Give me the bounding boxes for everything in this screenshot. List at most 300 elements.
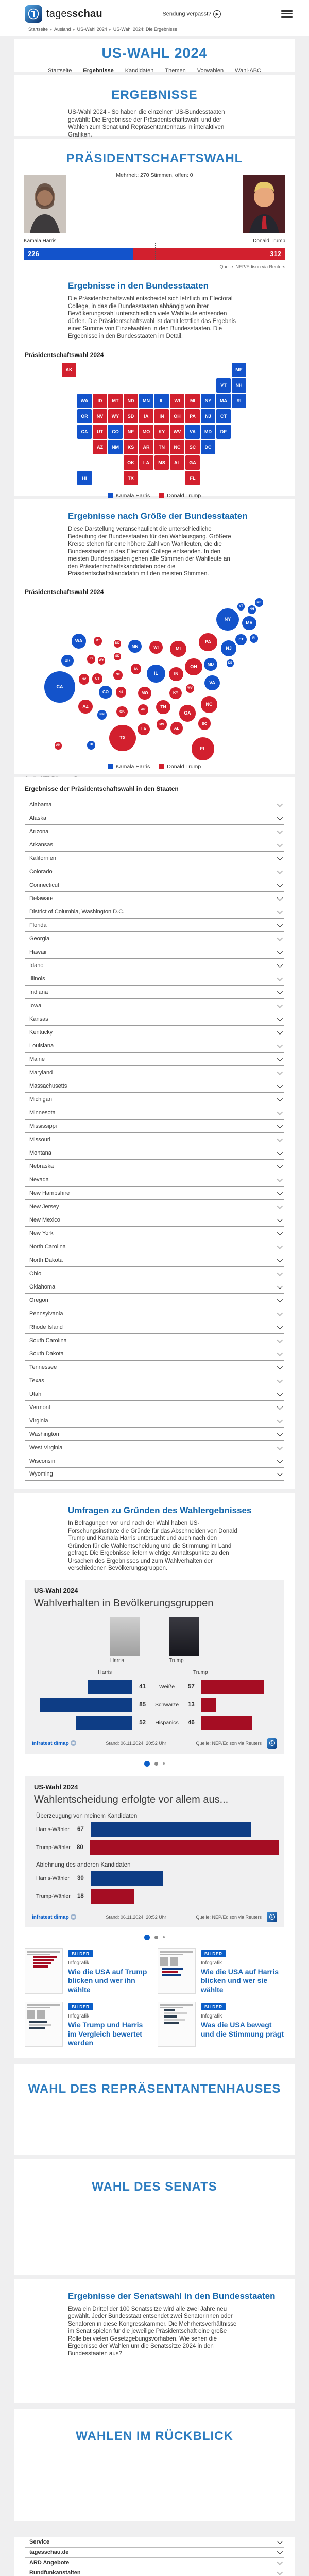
chevron-down-icon (277, 908, 283, 913)
state-tile-KS[interactable]: KS (124, 440, 138, 454)
state-tile-AZ[interactable]: AZ (93, 440, 107, 454)
state-tile-TX[interactable]: TX (124, 471, 138, 485)
state-name: Iowa (29, 1003, 41, 1009)
state-bubble-OH[interactable]: OH (185, 658, 202, 676)
bubble-card (14, 499, 295, 774)
state-name: Maine (29, 1056, 45, 1062)
footer-accordion-row[interactable] (25, 2557, 284, 2568)
thumb-bar (164, 2019, 185, 2021)
chevron-down-icon (277, 1457, 283, 1463)
chevron-down-icon (277, 921, 283, 927)
state-accordion-row[interactable] (25, 1347, 284, 1360)
dot-active-2[interactable] (144, 1935, 150, 1940)
teaser-body (68, 1948, 151, 1995)
stand-label-2: Stand: 06.11.2024, 20:52 Uhr (76, 1914, 196, 1920)
tab-ergebnisse[interactable]: Ergebnisse (83, 67, 113, 79)
state-bubble-IN[interactable]: IN (169, 667, 183, 681)
state-bubble-NY[interactable]: NY (216, 608, 238, 631)
state-name: West Virginia (29, 1445, 62, 1451)
widget1-title: Wahlverhalten in Bevölkerungsgruppen (34, 1598, 279, 1609)
state-bubble-KS[interactable]: KS (116, 687, 126, 697)
state-accordion-row[interactable] (25, 1199, 284, 1213)
state-bubble-TX[interactable]: TX (109, 725, 136, 752)
state-tile-WY[interactable]: WY (108, 409, 123, 423)
chevron-down-icon (277, 1417, 283, 1422)
state-accordion-row[interactable] (25, 824, 284, 838)
state-tile-OK[interactable]: OK (124, 455, 138, 470)
state-bubble-NC[interactable]: NC (201, 696, 218, 713)
state-bubble-VA[interactable]: VA (204, 675, 220, 691)
chevron-down-icon (277, 961, 283, 967)
trump-bar-cell (201, 1680, 279, 1694)
state-bubble-NE[interactable]: NE (113, 670, 123, 680)
state-accordion-row[interactable] (25, 1065, 284, 1079)
state-bubble-UT[interactable]: UT (92, 673, 102, 684)
dot-active[interactable] (144, 1761, 150, 1767)
voter-value: 80 (77, 1844, 90, 1851)
state-tile-VA[interactable]: VA (185, 425, 200, 439)
state-accordion-row[interactable] (25, 1025, 284, 1039)
state-bubble-DE[interactable]: DE (227, 659, 234, 667)
state-bubble-KY[interactable]: KY (169, 687, 181, 699)
teaser-body (201, 1948, 284, 1995)
state-bubble-MT[interactable]: MT (94, 637, 102, 645)
state-bubble-MS[interactable]: MS (157, 719, 167, 730)
state-bubble-NH[interactable]: NH (248, 605, 256, 614)
trump-widget-photo (169, 1617, 199, 1656)
state-bubble-MO[interactable]: MO (138, 687, 151, 700)
state-accordion-row[interactable] (25, 1454, 284, 1467)
state-name: New York (29, 1230, 53, 1236)
state-bubble-MI[interactable]: MI (170, 641, 186, 657)
chevron-down-icon (277, 1296, 283, 1302)
footer-accordion (25, 2537, 284, 2576)
tab-vorwahlen[interactable]: Vorwahlen (197, 67, 224, 79)
state-name: Louisiana (29, 1043, 54, 1049)
state-name: Montana (29, 1150, 52, 1156)
state-tile-WI[interactable]: WI (170, 394, 184, 408)
dot-3b[interactable] (163, 1936, 165, 1938)
state-accordion-row[interactable] (25, 1253, 284, 1266)
state-tile-MD[interactable]: MD (201, 425, 215, 439)
state-tile-LA[interactable]: LA (139, 455, 153, 470)
state-tile-NY[interactable]: NY (201, 394, 215, 408)
state-accordion-row[interactable] (25, 878, 284, 891)
thumb-bar (164, 2015, 177, 2018)
chevron-down-icon (277, 1283, 283, 1289)
thumb-bar (29, 2027, 45, 2029)
senate-title: WAHL DES SENATS (14, 2159, 295, 2194)
chevron-down-icon (277, 1444, 283, 1449)
state-accordion-row[interactable] (25, 998, 284, 1012)
chevron-down-icon (277, 1350, 283, 1355)
state-name: Maryland (29, 1070, 53, 1076)
state-bubble-NJ[interactable]: NJ (221, 640, 237, 656)
chevron-down-icon (277, 1189, 283, 1195)
senate-results-text: Etwa ein Drittel der 100 Senatssitze wird alle zwei Jahre neu gewählt. Jeder Bundesstaat entsendet zwei Senatorinnen oder Senatoren in diese Kongresskammer. Die Mehrheitsverhältnisse im Senat spielen für die jeweilige Präsidentschaft eine große Rolle bei vielen Gesetzgebungsvorhaben. Wie sehen die Ergebnisse der Wahlen um die Senatssitze 2024 in den Bundesstaaten aus? (68, 2306, 241, 2358)
state-accordion-row[interactable] (25, 1266, 284, 1280)
trump-value: 57 (188, 1684, 201, 1690)
state-bubble-AL[interactable]: AL (170, 722, 183, 735)
states-heading: Ergebnisse in den Bundesstaaten (68, 281, 295, 291)
thumb-bar (33, 1959, 54, 1961)
house-card (14, 2064, 295, 2155)
state-tile-NC[interactable]: NC (170, 440, 184, 454)
state-tile-ID[interactable]: ID (93, 394, 107, 408)
state-accordion-row[interactable] (25, 1467, 284, 1481)
trump-bar (201, 1680, 264, 1694)
state-name: Colorado (29, 869, 53, 875)
state-accordion-row[interactable] (25, 1360, 284, 1374)
state-name: Idaho (29, 962, 44, 969)
state-accordion-row[interactable] (25, 1414, 284, 1427)
senate-results-card (14, 2279, 295, 2403)
state-tile-IN[interactable]: IN (154, 409, 169, 423)
state-tile-IL[interactable]: IL (154, 394, 169, 408)
thumb-bar (164, 2009, 175, 2011)
state-bubble-NV[interactable]: NV (79, 674, 89, 684)
state-bubble-MA[interactable]: MA (242, 616, 256, 630)
breadcrumb-item[interactable]: US-Wahl 2024: Die Ergebnisse (113, 27, 177, 32)
chevron-down-icon (277, 1269, 283, 1275)
state-accordion-row[interactable] (25, 985, 284, 998)
menu-icon[interactable] (281, 10, 293, 18)
state-tile-TN[interactable]: TN (154, 440, 169, 454)
breadcrumb-item[interactable]: Ausland (54, 27, 71, 32)
carousel-dots-2[interactable] (14, 1935, 295, 1940)
state-tile-DE[interactable]: DE (216, 425, 231, 439)
state-accordion-row[interactable] (25, 1427, 284, 1440)
state-bubble-ME[interactable]: ME (255, 598, 263, 606)
state-tile-NH[interactable]: NH (232, 378, 246, 393)
state-bubble-PA[interactable]: PA (199, 633, 217, 652)
state-name: South Carolina (29, 1337, 67, 1344)
state-bubble-HI[interactable]: HI (87, 741, 95, 749)
state-accordion-row[interactable] (25, 798, 284, 811)
state-tile-MO[interactable]: MO (139, 425, 153, 439)
state-tile-CA[interactable]: CA (77, 425, 92, 439)
dot-2b[interactable] (154, 1936, 158, 1939)
state-tile-FL[interactable]: FL (185, 471, 200, 485)
state-tile-WA[interactable]: WA (77, 394, 92, 408)
state-tile-HI[interactable]: HI (77, 471, 92, 485)
chevron-down-icon (277, 1403, 283, 1409)
state-bubble-CO[interactable]: CO (99, 686, 112, 699)
state-accordion-row[interactable] (25, 1240, 284, 1253)
state-bubble-ID[interactable]: ID (87, 655, 95, 663)
state-bubble-AZ[interactable]: AZ (78, 700, 92, 714)
chevron-down-icon (277, 1082, 283, 1088)
state-tile-WV[interactable]: WV (170, 425, 184, 439)
footer-accordion-row[interactable] (25, 2547, 284, 2557)
group-label: Hispanics (146, 1720, 188, 1726)
teaser-card[interactable] (158, 2002, 284, 2048)
state-accordion-row[interactable] (25, 1012, 284, 1025)
chevron-down-icon (277, 1310, 283, 1315)
tab-kandidaten[interactable]: Kandidaten (125, 67, 154, 79)
state-tile-MI[interactable]: MI (185, 394, 200, 408)
state-tile-CT[interactable]: CT (216, 409, 231, 423)
state-accordion-row[interactable] (25, 1374, 284, 1387)
state-accordion-row[interactable] (25, 1106, 284, 1119)
carousel-dots[interactable] (14, 1761, 295, 1767)
candidates-row (24, 171, 285, 237)
state-tile-VT[interactable]: VT (216, 378, 231, 393)
state-accordion-row[interactable] (25, 1092, 284, 1106)
legend-item: Kamala Harris (108, 493, 150, 499)
state-name: Indiana (29, 989, 48, 995)
state-accordion-row[interactable] (25, 1387, 284, 1400)
state-accordion-row[interactable] (25, 905, 284, 918)
state-bubble-WA[interactable]: WA (72, 634, 86, 648)
state-tile-GA[interactable]: GA (185, 455, 200, 470)
chevron-down-icon (277, 1122, 283, 1128)
chevron-down-icon (277, 1176, 283, 1181)
state-bubble-ND[interactable]: ND (114, 640, 121, 647)
chevron-down-icon (277, 1109, 283, 1114)
state-accordion-row[interactable] (25, 1159, 284, 1173)
state-bubble-OK[interactable]: OK (116, 706, 128, 718)
state-accordion-row[interactable] (25, 958, 284, 972)
state-tile-NJ[interactable]: NJ (201, 409, 215, 423)
state-name: Arizona (29, 828, 48, 835)
thumb-bar (162, 1968, 183, 1970)
bubble-legend (14, 764, 295, 770)
state-bubble-FL[interactable]: FL (192, 737, 215, 760)
title-card (14, 39, 295, 72)
chevron-down-icon (277, 1229, 283, 1235)
breadcrumb-item[interactable]: US-Wahl 2024 (77, 27, 107, 32)
bilder-badge: BILDER (68, 2003, 93, 2010)
state-bubble-MD[interactable]: MD (204, 658, 217, 671)
sendung-verpasst-link[interactable]: Sendung verpasst? ▶ (102, 10, 281, 18)
thumb-bar (33, 1956, 57, 1958)
state-accordion-row[interactable] (25, 1119, 284, 1132)
teaser-kicker: Infografik (201, 2013, 284, 2019)
footer-accordion-label: Service (29, 2539, 49, 2545)
state-tile-MT[interactable]: MT (108, 394, 123, 408)
state-accordion-row[interactable] (25, 811, 284, 824)
state-tile-SC[interactable]: SC (185, 440, 200, 454)
presidential-title: PRÄSIDENTSCHAFTSWAHL (14, 139, 295, 166)
chevron-down-icon (277, 1363, 283, 1369)
widget1-footer (30, 1738, 279, 1749)
harris-bar-cell (30, 1680, 132, 1694)
chevron-down-icon (277, 881, 283, 887)
state-tile-MN[interactable]: MN (139, 394, 153, 408)
thumb-bar (164, 2012, 187, 2014)
state-bubble-AK[interactable]: AK (55, 742, 62, 749)
chevron-down-icon (277, 1055, 283, 1061)
state-accordion-row[interactable] (25, 1333, 284, 1347)
state-tile-IA[interactable]: IA (139, 409, 153, 423)
brand-text: tagesschau (46, 8, 102, 20)
state-accordion-row[interactable] (25, 891, 284, 905)
state-bubble-GA[interactable]: GA (179, 705, 196, 722)
state-bubble-OR[interactable]: OR (61, 655, 73, 667)
state-accordion-row[interactable] (25, 1039, 284, 1052)
state-name: Georgia (29, 936, 49, 942)
trump-value: 13 (188, 1702, 201, 1708)
state-tile-KY[interactable]: KY (154, 425, 169, 439)
dot-3[interactable] (163, 1762, 165, 1765)
harris-widget-photo (110, 1617, 140, 1656)
state-bubble-VT[interactable]: VT (237, 603, 245, 610)
legend-swatch (108, 764, 113, 769)
state-bubble-AR[interactable]: AR (138, 704, 148, 715)
state-accordion-row[interactable] (25, 918, 284, 931)
state-bubble-SC[interactable]: SC (198, 717, 211, 730)
state-tile-NV[interactable]: NV (93, 409, 107, 423)
state-name: New Hampshire (29, 1190, 70, 1196)
state-accordion-row[interactable] (25, 1280, 284, 1293)
state-bubble-SD[interactable]: SD (114, 653, 121, 660)
state-accordion-row[interactable] (25, 1307, 284, 1320)
chevron-down-icon (277, 894, 283, 900)
state-tile-NE[interactable]: NE (124, 425, 138, 439)
state-tile-RI[interactable]: RI (232, 394, 246, 408)
state-accordion-row[interactable] (25, 1052, 284, 1065)
teaser-body (68, 2002, 151, 2048)
voter-value: 30 (77, 1875, 91, 1882)
trump-thumb-wrap (169, 1617, 199, 1664)
decision-row (30, 1822, 279, 1837)
state-accordion-row[interactable] (25, 1293, 284, 1307)
state-bubble-LA[interactable]: LA (138, 723, 149, 735)
state-accordion-row[interactable] (25, 945, 284, 958)
state-tile-MS[interactable]: MS (154, 455, 169, 470)
footer-accordion-row[interactable] (25, 2537, 284, 2547)
legend-item: Donald Trump (159, 764, 201, 770)
state-bubble-WV[interactable]: WV (186, 684, 194, 692)
teaser-card[interactable] (25, 2002, 151, 2048)
state-name: Tennessee (29, 1364, 57, 1370)
ard-logo-icon: 1 (267, 1738, 277, 1749)
teaser-kicker: Infografik (201, 1960, 284, 1966)
state-name: Illinois (29, 976, 45, 982)
state-bubble-CA[interactable]: CA (44, 671, 75, 702)
state-accordion-row[interactable] (25, 1400, 284, 1414)
teaser-title[interactable]: Wie Trump und Harris im Vergleich bewertet werden (68, 2021, 151, 2048)
footer-accordion-label: ARD Angebote (29, 2560, 69, 2566)
state-bubble-NM[interactable]: NM (97, 710, 107, 719)
state-tile-ME[interactable]: ME (232, 363, 246, 377)
state-tile-OR[interactable]: OR (77, 409, 92, 423)
tagesschau-logo[interactable] (25, 5, 102, 23)
voter-bar (91, 1871, 163, 1886)
teaser-card[interactable] (25, 1948, 151, 1995)
chevron-down-icon (277, 2569, 283, 2574)
state-tile-DC[interactable]: DC (201, 440, 215, 454)
state-accordion-row[interactable] (25, 1213, 284, 1226)
state-name: North Carolina (29, 1244, 66, 1250)
teaser-title[interactable]: Was die USA bewegt und die Stimmung prägt (201, 2021, 284, 2039)
state-bubble-IL[interactable]: IL (147, 665, 165, 683)
tab-wahl-abc[interactable]: Wahl-ABC (235, 67, 261, 79)
voter-value: 18 (77, 1893, 91, 1900)
breadcrumb-item[interactable]: Startseite (28, 27, 48, 32)
ergebnisse-text: US-Wahl 2024 - So haben die einzelnen US-Bundesstaaten gewählt: Die Ergebnisse der Präsidentschaftswahl und der Wahlen zum Senat und Repräsentantenhaus in interaktiven Grafiken. (68, 109, 241, 139)
dot-2[interactable] (154, 1762, 158, 1766)
thumb-bar (162, 1971, 178, 1973)
state-accordion-row[interactable] (25, 972, 284, 985)
decision-group-label: Ablehnung des anderen Kandidaten (36, 1862, 279, 1868)
chevron-down-icon (277, 854, 283, 860)
umfragen-text: In Befragungen vor und nach der Wahl haben US-Forschungsinstitute die Gründe für das Abschneiden von Donald Trump und Kamala Harris untersucht und auch nach den Gründen für die Wahlentscheidung und die Stimmung im Land gefragt. Die Ergebnisse liefern wichtige Anhaltspunkte zu den Ursachen des Ergebnisses und zum Wahlverhalten der verschiedenen Bevölkerungsgruppen. (68, 1520, 241, 1572)
state-accordion-row[interactable] (25, 851, 284, 865)
infratest-dimap-logo-2: infratest dimap (32, 1914, 76, 1920)
state-bubble-TN[interactable]: TN (156, 700, 170, 714)
state-accordion-row[interactable] (25, 865, 284, 878)
state-tile-MA[interactable]: MA (216, 394, 231, 408)
chevron-down-icon (277, 1042, 283, 1047)
state-accordion-row[interactable] (25, 1320, 284, 1333)
page-title: US-WAHL 2024 (14, 39, 295, 61)
state-accordion-row[interactable] (25, 838, 284, 851)
demographics-chart (30, 1670, 279, 1730)
state-accordion-row[interactable] (25, 931, 284, 945)
state-tile-PA[interactable]: PA (185, 409, 200, 423)
state-name: North Dakota (29, 1257, 63, 1263)
teaser-body (201, 2002, 284, 2048)
state-bubble-CT[interactable]: CT (235, 634, 247, 646)
state-tile-AK[interactable]: AK (62, 363, 76, 377)
footer-accordion-label: tagesschau.de (29, 2549, 68, 2555)
teaser-title[interactable]: Wie die USA auf Harris blicken und wer sie wählte (201, 1968, 284, 1995)
legend-item: Kamala Harris (108, 764, 150, 770)
harris-thumb-wrap (110, 1617, 140, 1664)
voter-label: Trump-Wähler (36, 1844, 77, 1851)
state-accordion-row[interactable] (25, 1226, 284, 1240)
state-tile-ND[interactable]: ND (124, 394, 138, 408)
thumb-bar (29, 2021, 47, 2023)
state-tile-CO[interactable]: CO (108, 425, 123, 439)
tab-themen[interactable]: Themen (165, 67, 185, 79)
state-accordion-row[interactable] (25, 1173, 284, 1186)
state-bubble-WY[interactable]: WY (98, 657, 105, 664)
state-tile-SD[interactable]: SD (124, 409, 138, 423)
senate-card (14, 2159, 295, 2275)
state-bubble-IA[interactable]: IA (131, 664, 141, 674)
tab-startseite[interactable]: Startseite (48, 67, 72, 79)
source-note: Quelle: NEP/Edison via Reuters (14, 264, 285, 269)
state-bubble-RI[interactable]: RI (250, 634, 258, 642)
state-accordion-row[interactable] (25, 1146, 284, 1159)
teaser-title[interactable]: Wie die USA auf Trump blicken und wer ihn wählte (68, 1968, 151, 1995)
state-tile-NM[interactable]: NM (108, 440, 123, 454)
state-bubble-MN[interactable]: MN (128, 640, 142, 653)
state-tile-AL[interactable]: AL (170, 455, 184, 470)
state-bubble-WI[interactable]: WI (149, 641, 163, 654)
state-tile-OH[interactable]: OH (170, 409, 184, 423)
state-tile-AR[interactable]: AR (139, 440, 153, 454)
teaser-card[interactable] (158, 1948, 284, 1995)
breadcrumb-separator: ▸ (73, 27, 75, 32)
state-name: Wyoming (29, 1471, 53, 1477)
state-accordion-row[interactable] (25, 1186, 284, 1199)
states-text: Die Präsidentschaftswahl entscheidet sich letztlich im Electoral College, in das die Bundesstaaten abhängig von ihrer Bevölkerungszahl unterschiedlich viele Wahlleute entsenden dürfen. Die Präsidentschaftswahl ist damit letztlich das Ergebnis einer Summe von Einzelwahlen in den Bundesstaaten. Die Ergebnisse in den Bundesstaaten im Detail. (68, 295, 241, 340)
chevron-down-icon (277, 1243, 283, 1248)
state-accordion-row[interactable] (25, 1440, 284, 1454)
state-name: Connecticut (29, 882, 59, 888)
state-accordion-row[interactable] (25, 1079, 284, 1092)
state-tile-UT[interactable]: UT (93, 425, 107, 439)
chevron-down-icon (277, 2538, 283, 2544)
state-accordion-row[interactable] (25, 1132, 284, 1146)
footer-accordion-row[interactable] (25, 2568, 284, 2576)
map-legend (14, 493, 295, 499)
harris-name: Kamala Harris (24, 238, 56, 244)
